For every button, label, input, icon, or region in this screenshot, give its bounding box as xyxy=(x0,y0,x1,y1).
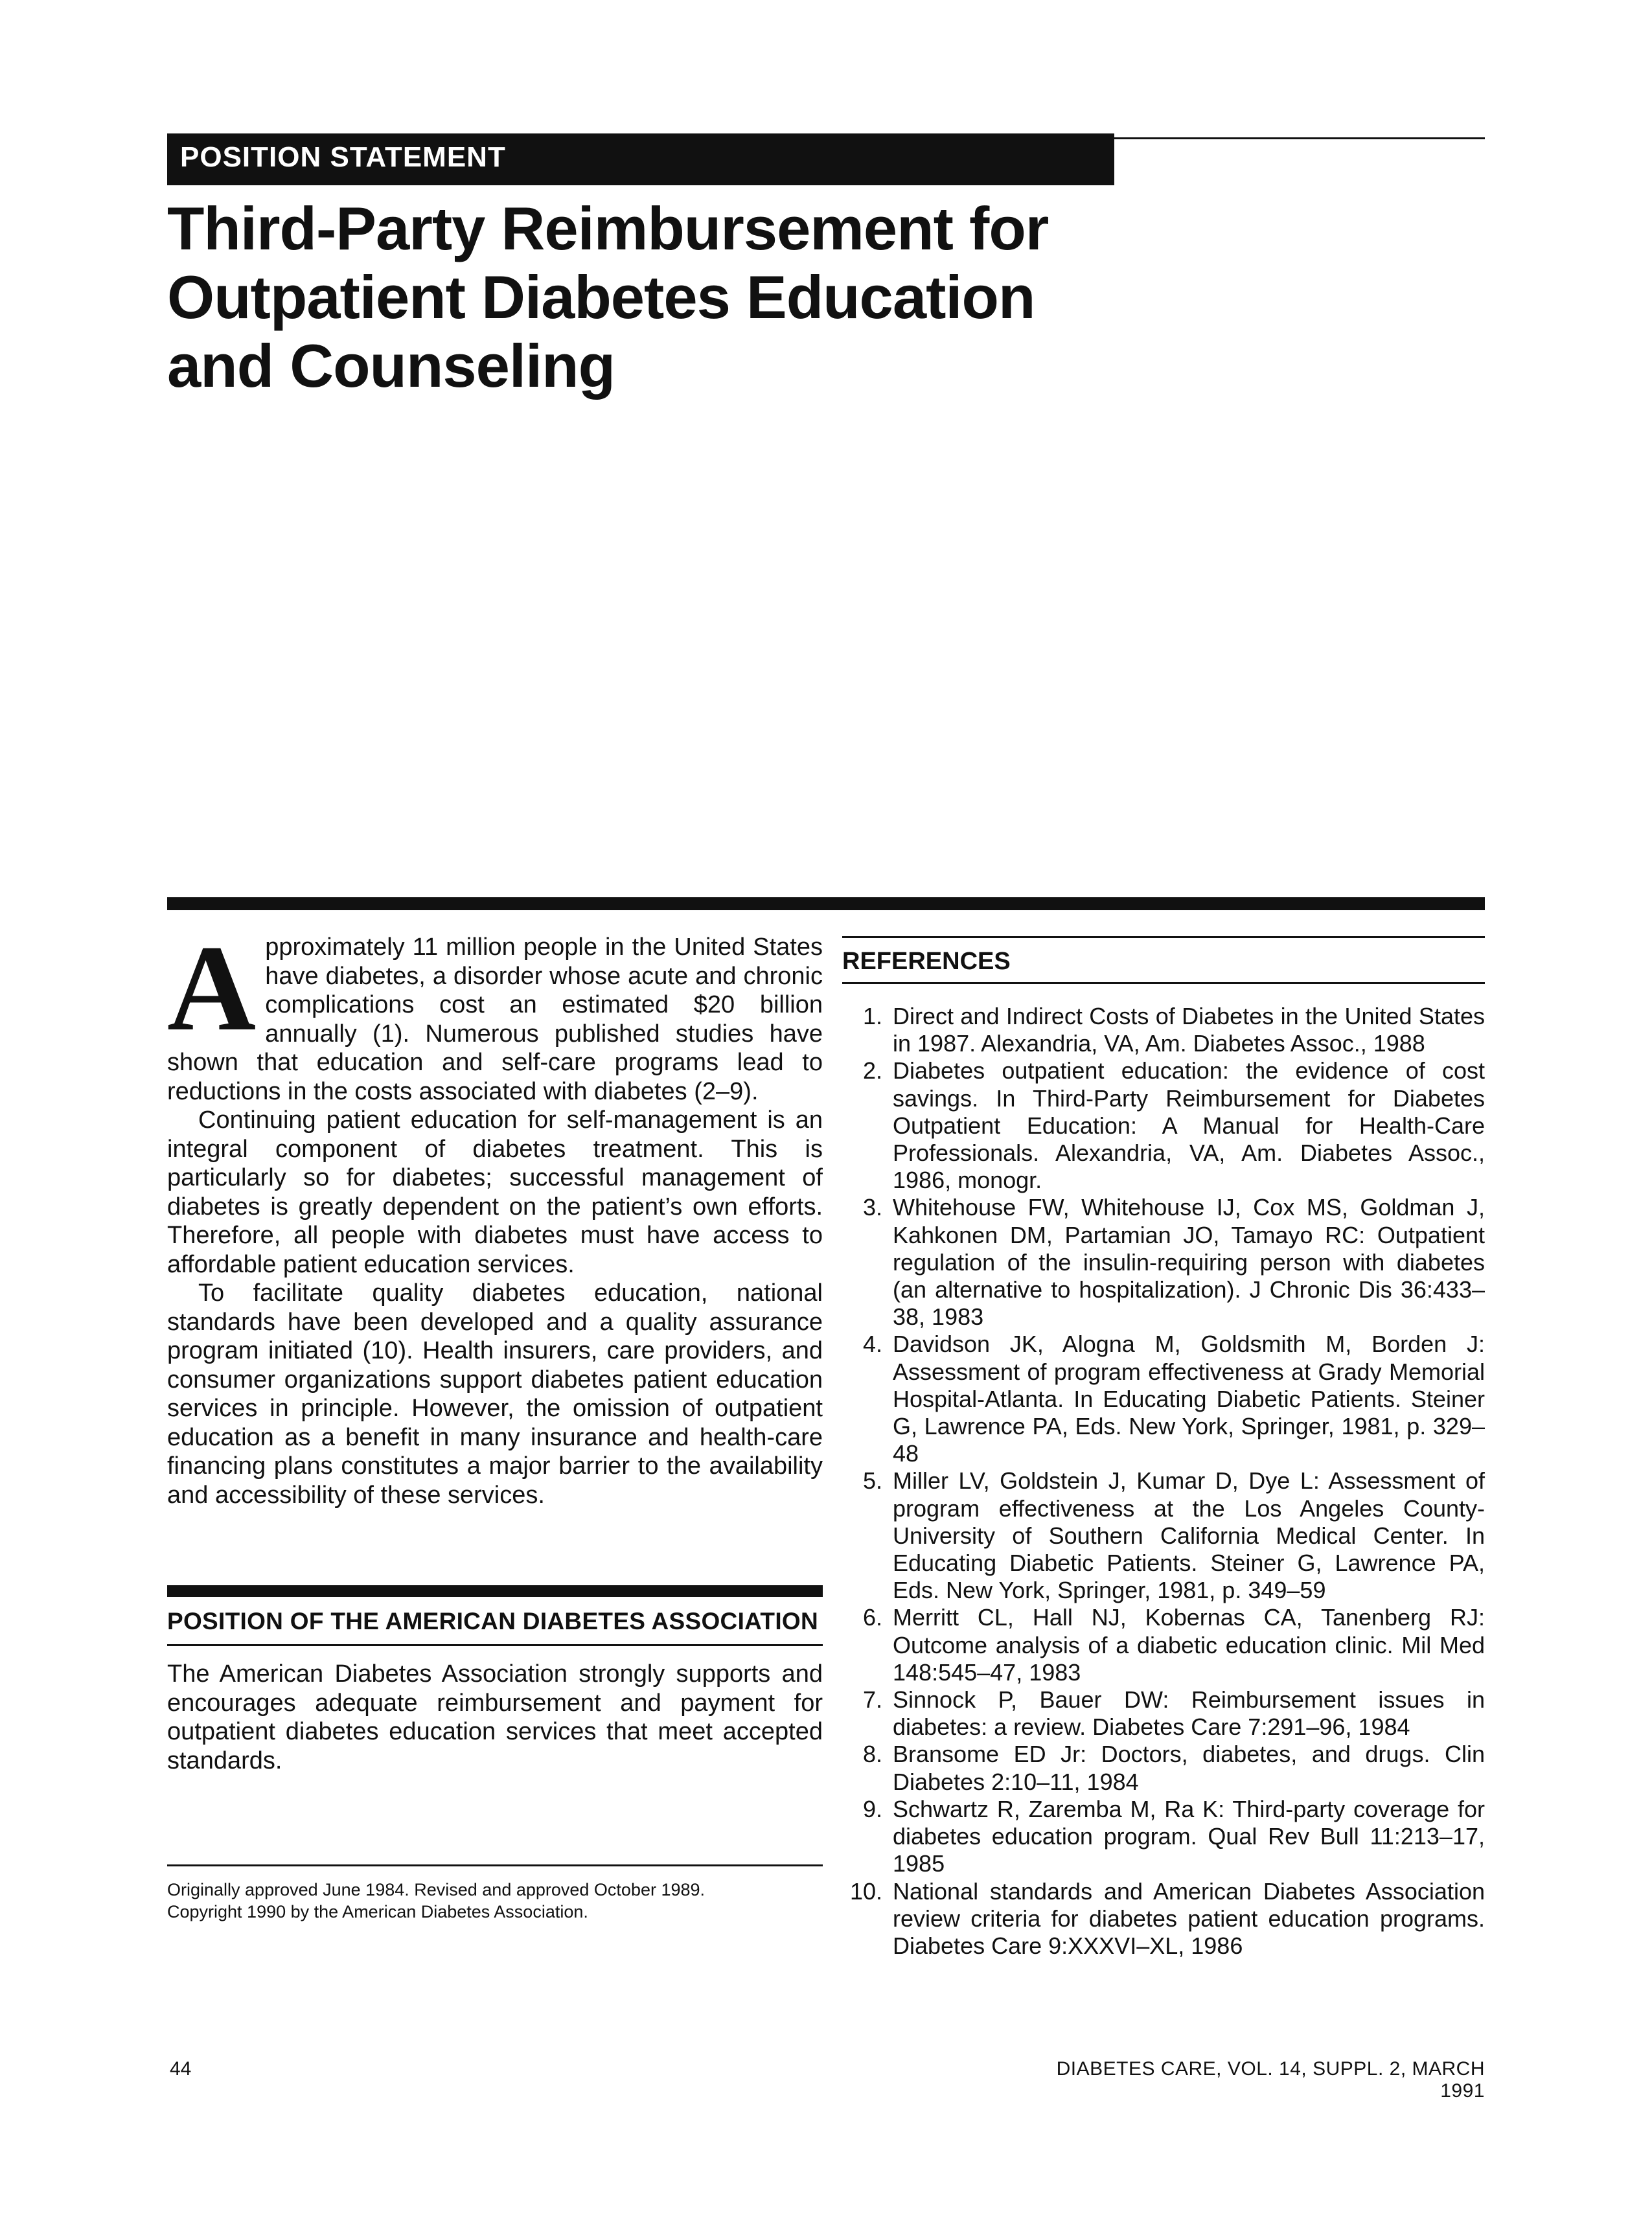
reference-number: 8. xyxy=(862,1741,882,1768)
section-banner xyxy=(167,133,1114,185)
header-rule xyxy=(1114,137,1485,139)
references-bottom-rule xyxy=(842,982,1485,984)
page-title: Third-Party Reimbursement for Outpatient Diabetes Education and Counseling xyxy=(167,194,1049,400)
intro-paragraph-1 xyxy=(167,921,823,1106)
reference-text: Merritt CL, Hall NJ, Kobernas CA, Tanenberg RJ: Outcome analysis of a diabetic education clinic. Mil Med 148:545–47, 1983 xyxy=(893,1604,1485,1686)
reference-number: 7. xyxy=(862,1686,882,1714)
reference-number: 9. xyxy=(862,1795,882,1822)
position-paragraph: The American Diabetes Association strongly supports and encourages adequate reimbursement and payment for outpatient diabetes education services that meet accepted standards. xyxy=(167,1660,823,1774)
reference-text: Miller LV, Goldstein J, Kumar D, Dye L: Assessment of program effectiveness at the Los Angeles County-University of Southern California Medical Center. In Educating Diabetic Patients. Steiner G, Lawrence PA, Eds. New York, Springer, 1981, p. 349–59 xyxy=(893,1467,1485,1604)
reference-text: Direct and Indirect Costs of Diabetes in the United States in 1987. Alexandria, VA, Am. Diabetes Assoc., 1988 xyxy=(893,1003,1485,1057)
reference-text: Diabetes outpatient education: the evidence of cost savings. In Third-Party Reimbursement for Diabetes Outpatient Education: A Manual for Health-Care Professionals. Alexandria, VA, Am. Diabetes Assoc., 1986, monogr. xyxy=(893,1057,1485,1194)
reference-number: 5. xyxy=(862,1467,882,1495)
position-heading: POSITION OF THE AMERICAN DIABETES ASSOCIATION xyxy=(167,1608,819,1634)
section-underline xyxy=(167,1644,823,1646)
reference-item xyxy=(842,1878,1485,1960)
reference-number: 3. xyxy=(862,1194,882,1221)
reference-number: 2. xyxy=(862,1057,882,1084)
reference-number: 10. xyxy=(849,1877,882,1905)
banner-label: POSITION STATEMENT xyxy=(180,141,506,173)
footnote-rule xyxy=(167,1864,823,1866)
reference-item xyxy=(842,1467,1485,1604)
content-divider xyxy=(167,897,1485,910)
references-list xyxy=(842,1003,1485,1960)
reference-item xyxy=(842,1796,1485,1878)
reference-number: 4. xyxy=(862,1331,882,1358)
intro-paragraph-3: To facilitate quality diabetes education, national standards have been developed and a quality assurance program initiated (10). Health insurers, care providers, and consumer organizations support diabetes patient education services in principle. However, the omission of outpatient education as a benefit in many insurance and health-care financing plans constitutes a major barrier to the availability and accessibility of these services. xyxy=(167,1279,823,1509)
reference-item xyxy=(842,1331,1485,1467)
footnote-approval: Originally approved June 1984. Revised and approved October 1989. xyxy=(167,1880,706,1899)
footnote xyxy=(167,1879,823,1923)
reference-text: Davidson JK, Alogna M, Goldsmith M, Borden J: Assessment of program effectiveness at Grady Memorial Hospital-Atlanta. In Educating Diabetic Patients. Steiner G, Lawrence PA, Eds. New York, Springer, 1981, p. 329–48 xyxy=(893,1331,1485,1467)
reference-number: 6. xyxy=(862,1604,882,1631)
section-divider xyxy=(167,1585,823,1597)
intro-paragraph-1-text: pproximately 11 million people in the United States have diabetes, a disorder whose acute and chronic complications cost an estimated $20 billion annually (1). Numerous published studies have shown that education and self-care programs lead to reductions in the costs associated with diabetes (2–9). xyxy=(167,934,823,1105)
reference-item xyxy=(842,1194,1485,1331)
reference-item xyxy=(842,1741,1485,1795)
page-number: 44 xyxy=(170,2058,192,2080)
drop-cap: A xyxy=(167,921,257,1057)
references-heading: REFERENCES xyxy=(842,948,1011,975)
footnote-copyright: Copyright 1990 by the American Diabetes Association. xyxy=(167,1902,588,1921)
reference-item xyxy=(842,1604,1485,1686)
reference-text: Bransome ED Jr: Doctors, diabetes, and drugs. Clin Diabetes 2:10–11, 1984 xyxy=(893,1741,1485,1795)
reference-text: National standards and American Diabetes Association review criteria for diabetes patient education programs. Diabetes Care 9:XXXVI–XL, 1986 xyxy=(893,1877,1485,1959)
reference-item xyxy=(842,1686,1485,1741)
intro-column xyxy=(167,921,823,1509)
reference-number: 1. xyxy=(862,1003,882,1029)
intro-paragraph-2: Continuing patient education for self-management is an integral component of diabetes treatment. This is particularly so for diabetes; successful management of diabetes is greatly dependent on the patient’s own efforts. Therefore, all people with diabetes must have access to affordable patient education services. xyxy=(167,1106,823,1278)
reference-text: Sinnock P, Bauer DW: Reimbursement issues in diabetes: a review. Diabetes Care 7:291–96, 1984 xyxy=(893,1686,1485,1741)
reference-text: Whitehouse FW, Whitehouse IJ, Cox MS, Goldman J, Kahkonen DM, Partamian JO, Tamayo RC: Outpatient regulation of the insulin-requiring person with diabetes (an alternative to hospitalization). J Chronic Dis 36:433–38, 1983 xyxy=(893,1194,1485,1331)
journal-citation: DIABETES CARE, VOL. 14, SUPPL. 2, MARCH 1991 xyxy=(1056,2058,1485,2102)
reference-text: Schwartz R, Zaremba M, Ra K: Third-party coverage for diabetes education program. Qual Rev Bull 11:213–17, 1985 xyxy=(893,1795,1485,1877)
reference-item xyxy=(842,1003,1485,1057)
references-top-rule xyxy=(842,936,1485,938)
position-body xyxy=(167,1660,823,1775)
reference-item xyxy=(842,1057,1485,1194)
